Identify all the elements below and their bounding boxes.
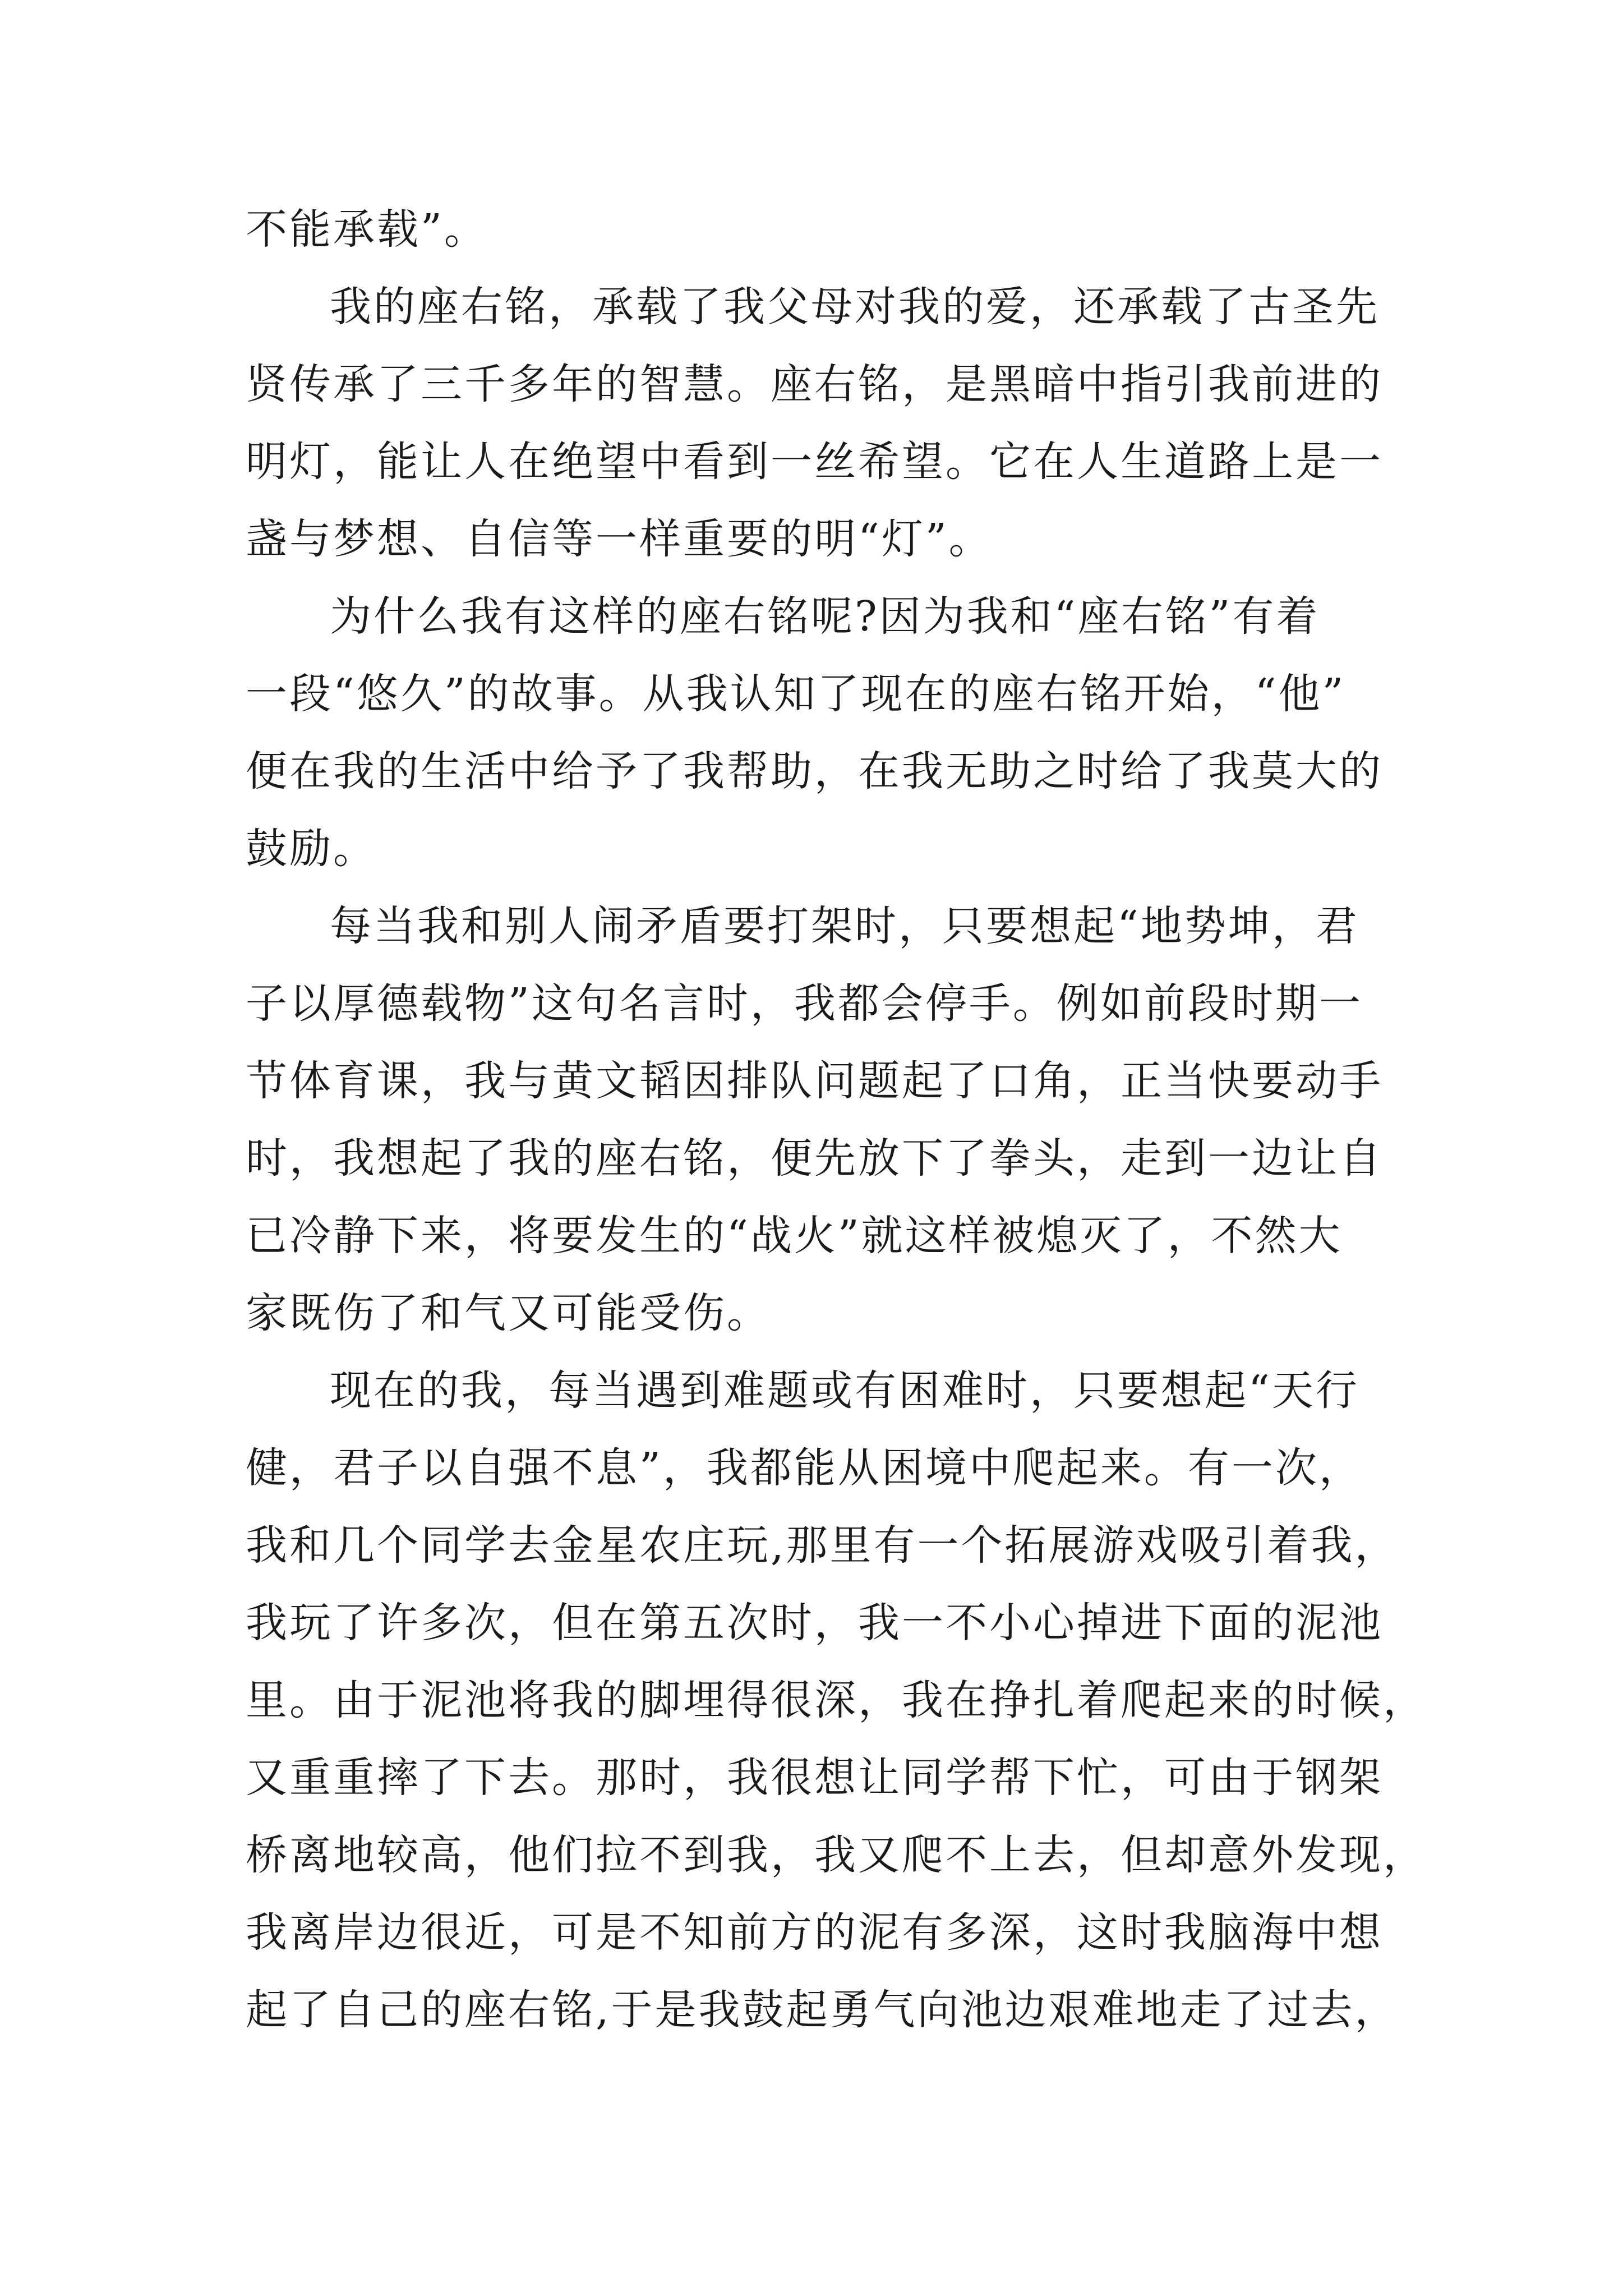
text-line: 我离岸边很近，可是不知前方的泥有多深，这时我脑海中想 [246,1908,1383,1957]
text-line: 里。由于泥池将我的脚埋得很深，我在挣扎着爬起来的时候， [246,1676,1427,1724]
text-line: 子以厚德载物”这句名言时，我都会停手。例如前段时期一 [246,979,1363,1028]
text-line: 家既伤了和气又可能受伤。 [246,1289,771,1337]
text-line: 贤传承了三千多年的智慧。座右铭，是黑暗中指引我前进的 [246,360,1383,408]
text-line: 我的座右铭，承载了我父母对我的爱，还承载了古圣先 [330,283,1380,331]
text-line: 时，我想起了我的座右铭，便先放下了拳头，走到一边让自 [246,1134,1383,1182]
text-line: 现在的我，每当遇到难题或有困难时，只要想起“天行 [330,1366,1359,1415]
text-line: 我玩了许多次，但在第五次时，我一不小心掉进下面的泥池 [246,1599,1383,1647]
text-line: 健，君子以自强不息”，我都能从困境中爬起来。有一次， [246,1444,1363,1492]
text-line: 我和几个同学去金星农庄玩,那里有一个拓展游戏吸引着我， [246,1521,1399,1570]
essay-body [246,191,1427,2049]
text-line: 明灯，能让人在绝望中看到一丝希望。它在人生道路上是一 [246,438,1383,486]
text-line: 起了自己的座右铭,于是我鼓起勇气向池边艰难地走了过去， [246,1986,1399,2034]
text-line: 为什么我有这样的座右铭呢?因为我和“座右铭”有着 [330,592,1320,641]
text-line: 便在我的生活中给予了我帮助，在我无助之时给了我莫大的 [246,747,1383,795]
text-line: 鼓励。 [246,825,377,873]
text-line: 每当我和别人闹矛盾要打架时，只要想起“地势坤，君 [330,902,1359,950]
text-line: 已冷静下来，将要发生的“战火”就这样被熄灭了，不然大 [246,1212,1343,1260]
text-line: 桥离地较高，他们拉不到我，我又爬不上去，但却意外发现， [246,1831,1427,1879]
text-line: 不能承载”。 [246,205,488,254]
text-line: 盏与梦想、自信等一样重要的明“灯”。 [246,515,993,563]
text-line: 节体育课，我与黄文韬因排队问题起了口角，正当快要动手 [246,1057,1383,1105]
text-line: 又重重摔了下去。那时，我很想让同学帮下忙，可由于钢架 [246,1754,1383,1802]
text-line: 一段“悠久”的故事。从我认知了现在的座右铭开始，“他” [246,670,1346,718]
